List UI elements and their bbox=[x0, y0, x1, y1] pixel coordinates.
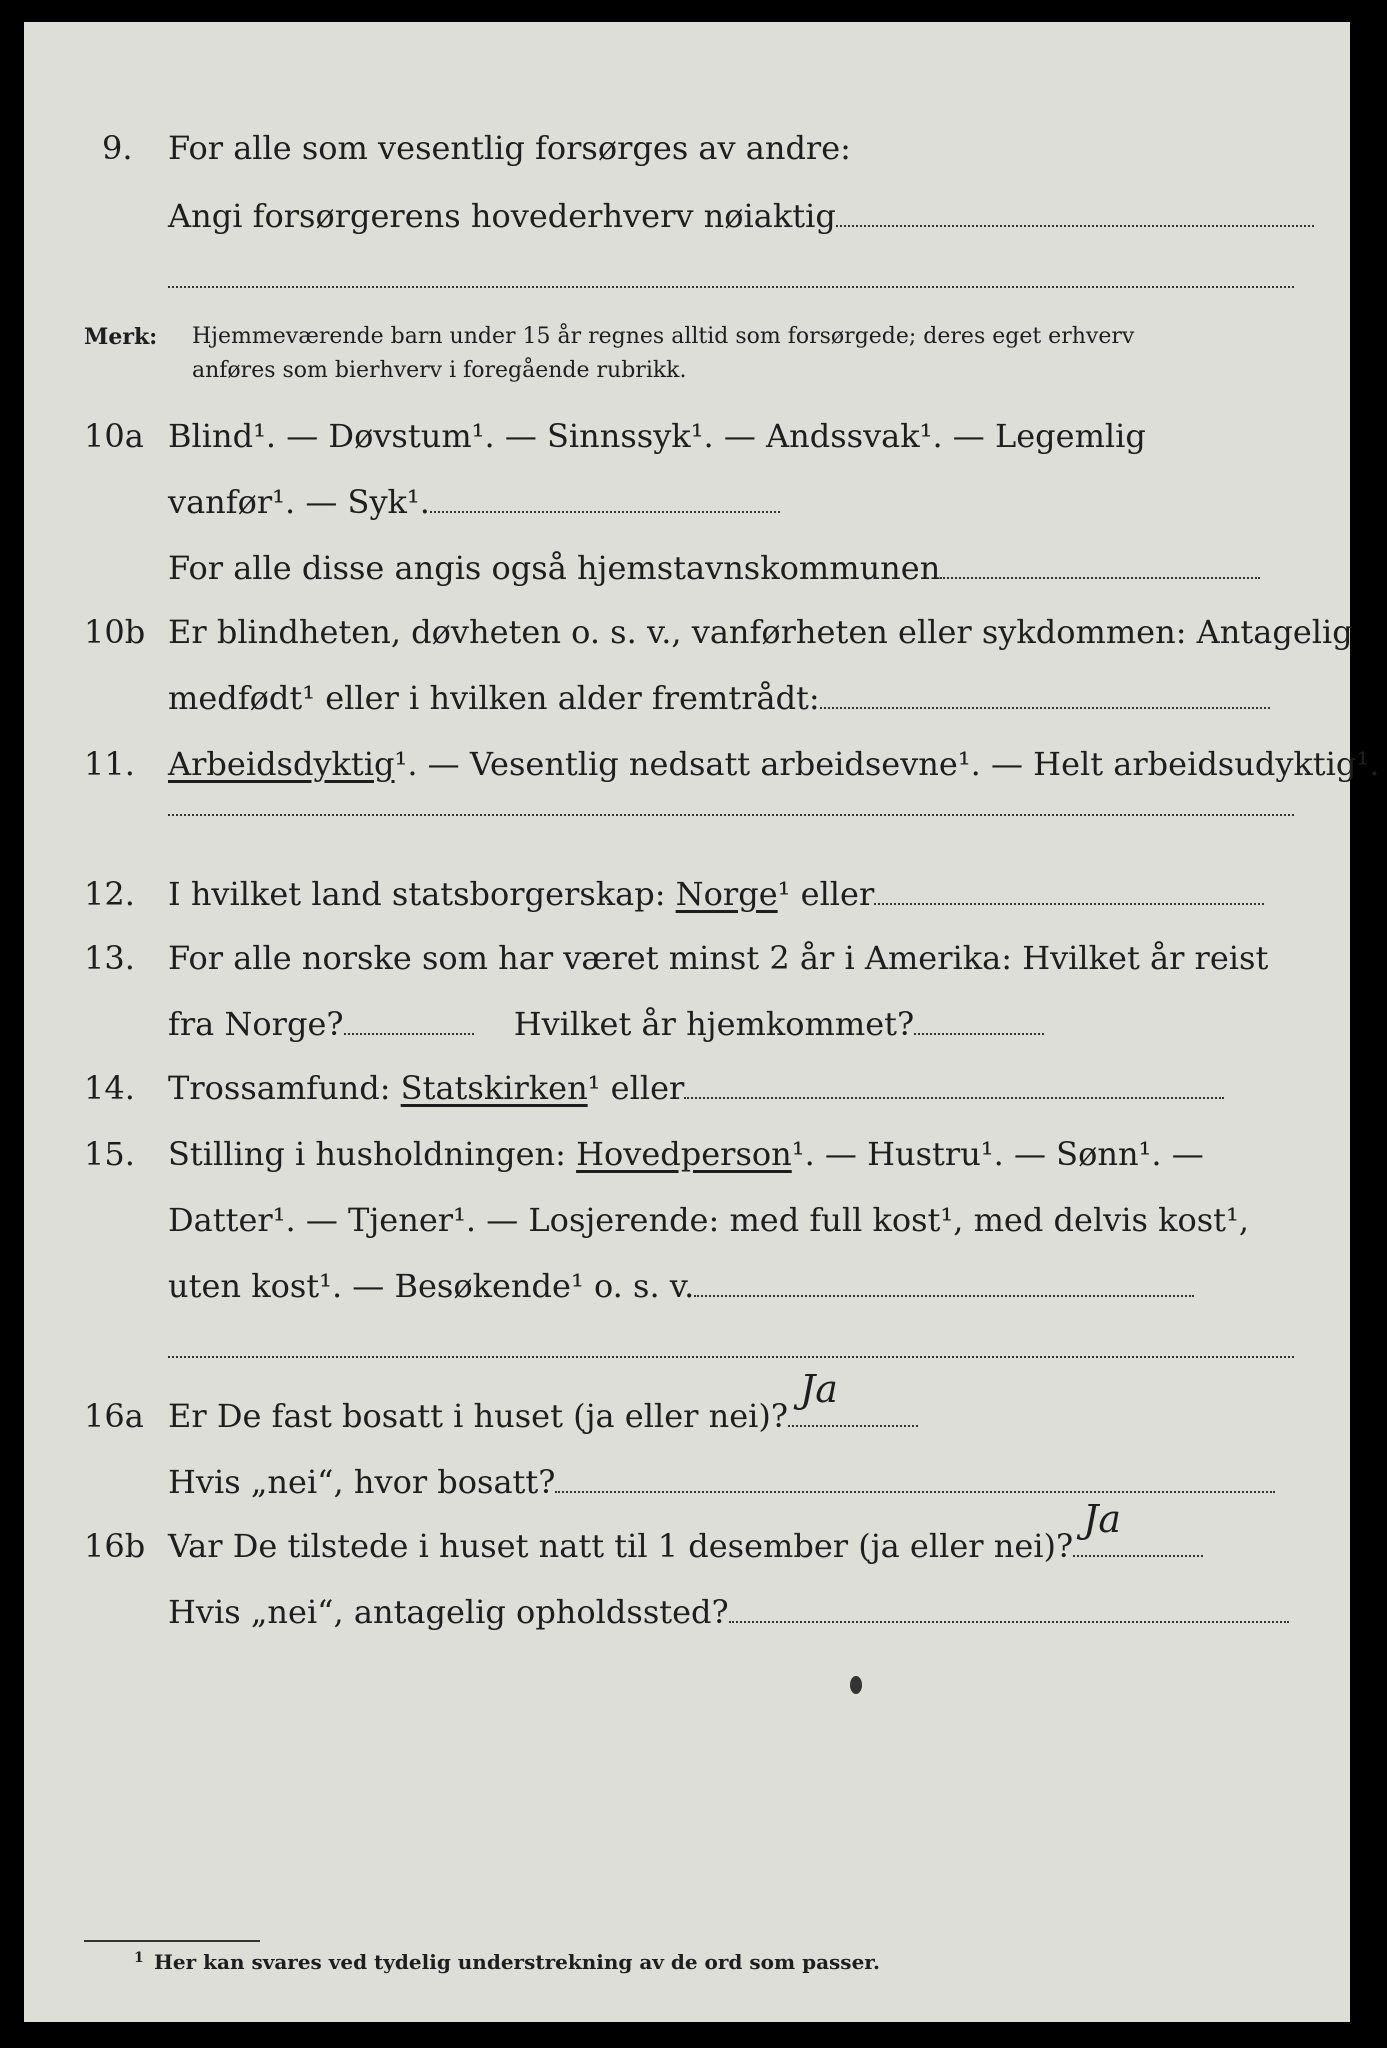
q16a-answer-field[interactable] bbox=[788, 1367, 918, 1427]
q10b-line1: Er blindheten, døvheten o. s. v., vanførheten eller sykdommen: Antagelig bbox=[168, 613, 1353, 651]
q14-number: 14. bbox=[84, 1069, 135, 1107]
q14-answer-field[interactable] bbox=[684, 1071, 1224, 1099]
q14-eller: ¹ eller bbox=[587, 1069, 685, 1107]
q13-reist-label: fra Norge? bbox=[168, 1005, 344, 1043]
footnote-text: Her kan svares ved tydelig understrekning av de ord som passer. bbox=[154, 1950, 880, 1974]
q10a-hjemstavn-field[interactable] bbox=[940, 551, 1260, 579]
q16b-handwritten-answer: Ja bbox=[1083, 1497, 1122, 1541]
q9-number: 9. bbox=[102, 129, 133, 167]
q10a-hjemstavn-label: For alle disse angis også hjemstavnskommunen bbox=[168, 549, 941, 587]
q10a-number: 10a bbox=[84, 417, 144, 455]
q13-line1: For alle norske som har været minst 2 år i Amerika: Hvilket år reist bbox=[168, 939, 1269, 977]
q16a-line2 bbox=[168, 1462, 1275, 1502]
q12-line bbox=[168, 874, 1264, 914]
q13-reist-field[interactable] bbox=[344, 1007, 474, 1035]
q12-eller: ¹ eller bbox=[777, 875, 875, 913]
q10b-answer-field[interactable] bbox=[820, 681, 1270, 709]
merk-label: Merk: bbox=[84, 324, 158, 350]
q15-line1 bbox=[168, 1134, 1204, 1174]
q16b-number: 16b bbox=[84, 1527, 146, 1565]
q16b-answer-field[interactable] bbox=[1073, 1497, 1203, 1557]
q9-line2 bbox=[168, 196, 1314, 236]
footnote-mark: 1 bbox=[134, 1950, 144, 1966]
q10a-label: vanfør¹. — Syk¹. bbox=[168, 483, 430, 521]
q11-line bbox=[168, 744, 1379, 784]
q9-answer-field[interactable] bbox=[836, 199, 1314, 227]
q12-answer-field[interactable] bbox=[874, 877, 1264, 905]
q9-label: Angi forsørgerens hovederhverv nøiaktig bbox=[168, 197, 836, 235]
q16a-bosatt-field[interactable] bbox=[555, 1465, 1275, 1493]
q13-number: 13. bbox=[84, 939, 135, 977]
q16a-label: Er De fast bosatt i huset (ja eller nei)? bbox=[168, 1397, 789, 1435]
q10b-label: medfødt¹ eller i hvilken alder fremtrådt: bbox=[168, 679, 820, 717]
q15-options-3: uten kost¹. — Besøkende¹ o. s. v. bbox=[168, 1267, 695, 1305]
q14-option-statskirken[interactable]: Statskirken bbox=[400, 1069, 588, 1107]
q13-line2 bbox=[168, 1004, 1044, 1044]
q13-hjemkommet-field[interactable] bbox=[914, 1007, 1044, 1035]
q10b-line2 bbox=[168, 678, 1270, 718]
q14-label: Trossamfund: bbox=[168, 1069, 391, 1107]
census-form-page bbox=[24, 22, 1380, 2022]
q15-options-1: ¹. — Hustru¹. — Sønn¹. — bbox=[791, 1135, 1204, 1173]
q16b-line1 bbox=[168, 1497, 1203, 1566]
q16a-bosatt-label: Hvis „nei“, hvor bosatt? bbox=[168, 1463, 556, 1501]
q16b-label: Var De tilstede i huset natt til 1 desember (ja eller nei)? bbox=[168, 1527, 1074, 1565]
footnote-rule bbox=[84, 1940, 260, 1942]
q15-line2: Datter¹. — Tjener¹. — Losjerende: med full kost¹, med delvis kost¹, bbox=[168, 1201, 1250, 1239]
q14-line bbox=[168, 1068, 1224, 1108]
q10a-line1: Blind¹. — Døvstum¹. — Sinnssyk¹. — Andssvak¹. — Legemlig bbox=[168, 417, 1146, 455]
q16a-handwritten-answer: Ja bbox=[800, 1367, 838, 1411]
q15-label: Stilling i husholdningen: bbox=[168, 1135, 566, 1173]
q9-line1: For alle som vesentlig forsørges av andre: bbox=[168, 129, 851, 167]
q16b-opholdssted-label: Hvis „nei“, antagelig opholdssted? bbox=[168, 1593, 729, 1631]
q11-option-arbeidsdyktig[interactable]: Arbeidsdyktig bbox=[168, 745, 395, 783]
q11-number: 11. bbox=[84, 745, 135, 783]
q16a-line1 bbox=[168, 1367, 918, 1436]
q16b-line2 bbox=[168, 1592, 1289, 1632]
q10a-line2 bbox=[168, 482, 780, 522]
q13-hjemkommet-label: Hvilket år hjemkommet? bbox=[513, 1005, 915, 1043]
q9-answer-line[interactable] bbox=[168, 286, 1294, 288]
q12-number: 12. bbox=[84, 875, 135, 913]
q15-number: 15. bbox=[84, 1135, 135, 1173]
q15-answer-field[interactable] bbox=[694, 1269, 1194, 1297]
q10b-number: 10b bbox=[84, 613, 146, 651]
q11-other-options: ¹. — Vesentlig nedsatt arbeidsevne¹. — Helt arbeidsudyktig¹. bbox=[394, 745, 1380, 783]
q10a-answer-field[interactable] bbox=[430, 485, 780, 513]
q15-line3 bbox=[168, 1266, 1194, 1306]
q11-answer-line[interactable] bbox=[168, 814, 1294, 816]
q10a-line3 bbox=[168, 548, 1260, 588]
q15-answer-line[interactable] bbox=[168, 1356, 1294, 1358]
q16b-opholdssted-field[interactable] bbox=[729, 1595, 1289, 1623]
merk-line1: Hjemmeværende barn under 15 år regnes alltid som forsørgede; deres eget erhverv bbox=[192, 324, 1135, 349]
merk-line2: anføres som bierhverv i foregående rubrikk. bbox=[192, 358, 687, 383]
q12-option-norge[interactable]: Norge bbox=[675, 875, 778, 913]
q16a-number: 16a bbox=[84, 1397, 144, 1435]
q15-option-hovedperson[interactable]: Hovedperson bbox=[576, 1135, 792, 1173]
q12-label: I hvilket land statsborgerskap: bbox=[168, 875, 666, 913]
ink-blot bbox=[850, 1676, 862, 1694]
